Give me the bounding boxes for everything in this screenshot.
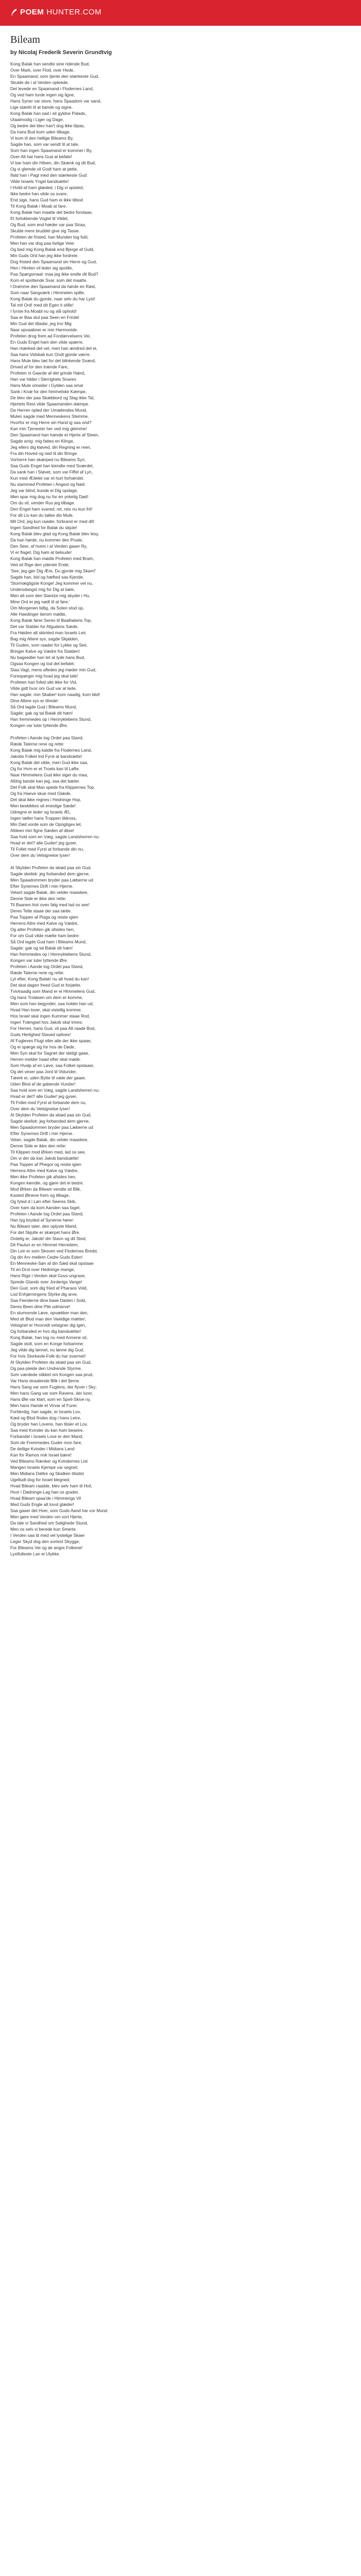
poem-line: I Hvild af ham glæded, i Dig vi spisted,: [10, 185, 84, 190]
poem-line: Profeten drog frem ad Fordærvelsens Vei,: [10, 333, 91, 338]
poem-line: Undersdangst mig for Dig at bøie,: [10, 587, 75, 592]
poem-line: Vi er flaget, Dig ham at belsude!: [10, 550, 72, 555]
poem-line: Som Hvalp af en Løve, saa Folket opstaaer,: [10, 1063, 94, 1068]
poem-line: Han lyg bryded af Synerne hører:: [10, 1217, 74, 1223]
poem-line: I Verden saa tit med vel lystelige Skaer: [10, 1533, 85, 1538]
poem-line: For hvis Storkavle-Folk du har svarmet!: [10, 1353, 86, 1359]
poem-line: Hvor i Dødninge-Lag han os grader,: [10, 1489, 79, 1495]
poem-line: Sagde han, som var sendt til at tale,: [10, 142, 79, 147]
poem-line: Min Gud det tilladar, jeg tror Mig: [10, 321, 72, 326]
poem-line: Den Gud, som dig fried af Pharaos Vold,: [10, 1285, 88, 1291]
poem-line: Efter Synernes Drift i min Hjerne.: [10, 1131, 74, 1136]
poem-line: Om Morgenen tidlig, da Solen stod op,: [10, 605, 84, 611]
poem-line: Men gøre med Verden om vort Hjerte,: [10, 1514, 83, 1519]
poem-line: Paa Toppen af Pisga og reiste igien: [10, 914, 78, 920]
poem-title: Bileam: [10, 34, 40, 45]
poem-line: Til Follet med Fyrsl at forbande din nu,: [10, 846, 84, 852]
poem-line: Kongen kiendte, og gjøre det ei bedre.: [10, 1180, 84, 1185]
poem-line: Mulen sagde med Menneskens Stemme,: [10, 414, 89, 419]
poem-line: Mangen Israels Kjempe var segnet;: [10, 1465, 78, 1470]
poem-line: Tal mit Ord! med dit Egen ti stille!: [10, 302, 74, 308]
poem-line: Vilde Israels Yngel bandsætte!: [10, 179, 69, 184]
poem-line: Over ham da kom Aanden saa faget.: [10, 1205, 81, 1210]
poem-line: Drived af for den trænde Fare,: [10, 364, 69, 369]
stanza-break: [10, 858, 165, 865]
poem-line: Leger Skyd dog den sortest Skygge;: [10, 1539, 80, 1544]
poem-line: Af Fugleves Flugt eller alle der ikke spaae,: [10, 1038, 92, 1043]
poem-line: Kong Balak du gjorde, naar selv du har Lyst!: [10, 296, 95, 301]
poem-line: Vi kom til den hellige Bileams By,: [10, 135, 74, 141]
poem-line: Efter Synernes Drift i min Hjerne.: [10, 884, 74, 889]
poem-line: Lod Enhjørningens Styrke dig arve,: [10, 1292, 78, 1297]
poem-line: Hans Øie var klart, som en Speil-Skive ny,: [10, 1397, 91, 1402]
poem-line: Mod Ørken da Bileam vendte sit Blik,: [10, 1187, 81, 1192]
poem-line: Og din Arv mellem Cedre Guds Eden!: [10, 1255, 83, 1260]
poem-line: Og det vexer paa Jord til Vidunder,: [10, 1069, 77, 1074]
poem-line: Kasted Øinene frem og tilbage,: [10, 1193, 70, 1198]
poem-line: Ræde Talerne rene og rette:: [10, 741, 64, 747]
poem-line: Kongen var luter lyttende Øre.: [10, 723, 68, 728]
poem-line: Herren melder haad efter skal møde.: [10, 1057, 81, 1062]
poem-line: Dog fristed den Spaamand sin Herre og Gud,: [10, 259, 97, 264]
poem-line: Kom et spottende Svar, som det maatte.: [10, 278, 88, 283]
poem-line: Kong Balak han sendte sine ridende Bud,: [10, 61, 90, 66]
poem-line: Til Kong Balak i Moab at fare.: [10, 204, 67, 209]
poem-line: Kong Balak han maatte det bedre forstaae,: [10, 210, 93, 215]
poem-line: Tvivlraadig som Mand er ei Himmelens Gud,: [10, 989, 96, 994]
poem-line: Og paa pleide den Undrende Styrme,: [10, 1366, 82, 1371]
poem-line: Utaalmodig i Liger og Dage,: [10, 117, 64, 122]
poem-line: Al Skylden Profeten da skiød paa sin Gud,: [10, 1112, 92, 1117]
poem-line: Tæerk ei, uden Bytte til væle der gaaer,: [10, 1075, 86, 1080]
poem-line: Han var hilder i Slerrighels Snaren.: [10, 377, 77, 382]
poem-line: Over dem du Velsignelse lyser!: [10, 1106, 70, 1111]
poem-line: Skulde de i al Verden opleede.: [10, 80, 69, 85]
poem-line: Og for Hvm er et Troels kan til Løfte.: [10, 766, 80, 771]
poem-line: Saa med Kvinder du kan ham beseire.: [10, 1428, 84, 1433]
poem-line: Han fremmedes op i Hennyklebens Stund,: [10, 952, 92, 957]
poem-line: Hen i Himlen vil leder sig spottle,: [10, 265, 73, 270]
poem-line: Sprede Glands over Jorderigs Vange!: [10, 1279, 83, 1284]
poem-line: Kong Balak han sad i sit gyldne Palads,: [10, 111, 87, 116]
poem-line: Lige stærkt til at bande og signe.: [10, 105, 73, 110]
poem-line: Profeten han fofed sikt ikke for Vid,: [10, 680, 77, 685]
poem-line: Ved sit Rige den yderste Ende,: [10, 562, 70, 567]
poem-line: Det skal ikke regnes i Hedninge Hop,: [10, 797, 81, 802]
poem-line: Al Skylden Profeten da skiød paa sin Gud,: [10, 1360, 92, 1365]
poem-line: Sagde: gak og tal Balak dit hæn!: [10, 945, 73, 951]
poem-line: Lystfulleste Lan ei Ulykke.: [10, 1551, 60, 1556]
poem-line: Til Baanen hist oven følg med lad os see!: [10, 902, 90, 907]
poem-line: Så Ord lagde Gud i Bileams Mund,: [10, 704, 77, 709]
poem-line: Men beskikkes sit eneslige Sæde!: [10, 803, 76, 808]
poem-line: Da hans Bud kom uden tilbage.: [10, 129, 71, 134]
poem-line: Med Guds Engle alt lovst glæder!: [10, 1502, 74, 1507]
poem-line: Var Hans straalende Blik i det fjerne.: [10, 1378, 80, 1383]
poem-line: Et forlokkende Vogtel til Vildet,: [10, 216, 69, 221]
poem-line: Forbandet i Israels Love er den Mand,: [10, 1434, 84, 1439]
poem-line: Til Guden, som raader for Lykke og Seir,: [10, 642, 88, 648]
poem-line: Sagde skelisk: jeg forbanded dem gjerne,: [10, 871, 90, 876]
poem-line: Hjertets Rest vilde Spaamanden dæmpe.: [10, 401, 90, 406]
poem-line: Nu bagsedler han tet at lyde hans Bud,: [10, 655, 85, 660]
poem-line: Saa hans Vidskab kun Ondt gjorde værre.: [10, 352, 91, 357]
author-name[interactable]: Nicolaj Frederik Severin Grundtvig: [18, 49, 112, 56]
poem-line: Hvad er det? alle Guder! jeg gyser,: [10, 840, 77, 845]
poem-line: Med sit Blod man den Vaeldige mætter;: [10, 1316, 86, 1321]
poem-line: Så Ord lagde Gud ham i Bileams Mund,: [10, 939, 87, 944]
poem-line: Til Follet med Fyrsl at forbande dem nu,: [10, 1100, 87, 1105]
poem-line: De deilige Kvinder i Midians Land: [10, 1446, 75, 1451]
poem-line: Da han hørde, nu kommer den Prude,: [10, 537, 84, 543]
poem-line: Paa Toppen af Phegor og reiste igien: [10, 1162, 81, 1167]
poem-line: Herrens Altre med Kalve og Vædre,: [10, 921, 79, 926]
poem-line: Men Spaadommen bryder paa Læberne ud: [10, 877, 93, 883]
poem-line: Profeten i Aande tog Ordet paa Stand,: [10, 1211, 84, 1216]
poem-line: Saa hvid som en Væg, sagde Landsherren nu:: [10, 834, 100, 839]
poem-line: Kan min Tjenester her ved mig glemme!: [10, 426, 87, 431]
poem-line: Jakobs Folket ind Fyrsl at bandsætte!: [10, 754, 83, 759]
poem-line: Kæd og Blod findes dog i hans Leire,: [10, 1415, 81, 1420]
poem-line: 'See, jeg gjer Dig Ære, Du gjorde mig Skam!': [10, 568, 96, 573]
poem-line: Som naar Sangværk i Himmelen spille,: [10, 290, 85, 295]
poem-line: Ugelludt dog for Israel blegned.: [10, 1477, 71, 1482]
poem-line: Denne Side er ikke den rette:: [10, 896, 67, 901]
poem-line: Velsignet er Hvorvidt velsigner dig igen,: [10, 1323, 86, 1328]
poem-line: Uden Blod af de gabende Vunder!: [10, 1081, 76, 1087]
poem-line: Kong Balak han mødte Profeten med Bram,: [10, 556, 94, 561]
poem-line: Kong Balak det vilde, men Gud ikke saa,: [10, 760, 88, 765]
poem-line: Han sagde: min Skaber! kom naadig, kom blid!: [10, 692, 100, 697]
poem-line: Saa er Baa stul paa Seen en Frirdel: [10, 315, 79, 320]
poem-line: En Guds Engel ham den vilde spærre,: [10, 340, 84, 345]
poem-line: Ingen Sandhed for Balak du skjule!: [10, 525, 77, 530]
poem-line: Til en Drot over Hedninge mange,: [10, 1267, 75, 1272]
poem-line: Jeg ellers dig kløved, din Regning er reen,: [10, 445, 91, 450]
poem-line: Men Syn skal for Sagnet der ideligt gaae,: [10, 1050, 90, 1056]
poem-line: Og atter Profeten gik afsides hen,: [10, 927, 75, 932]
poem-line: Men som han begynder, saa holder han ud,: [10, 1001, 94, 1006]
poem-line: Sagde han, bid og hæfted saa Kjende.: [10, 574, 84, 580]
poem-line: Fra Høiden alt skimted man Israels Leir,: [10, 630, 87, 635]
poem-line: Og ei spørge sig for hos de Døde,: [10, 1044, 76, 1049]
poem-line: Hans Mule blev tæt for det blinkende Sværd,: [10, 358, 96, 363]
poem-line: Og vi glemde vil Godt ham at jætte,: [10, 166, 78, 172]
poem-line: Kong Balak blev glad og Kong Balak blev lesy,: [10, 531, 100, 536]
poem-line: Bag mig Altere syv, sagde Skjalden,: [10, 636, 79, 641]
poem-line: Sagde skelisk: jeg forbanded dem gjerne,: [10, 1118, 90, 1124]
poem-line: Jeg vilde dig lønnet, nu lønne dig Gud,: [10, 1347, 85, 1352]
poem-line: Saa hvid som en Væg, sagde Landsherren nu:: [10, 1088, 100, 1093]
poem-line: Den Spaamand han hævde et Hjerte af Steen,: [10, 432, 100, 437]
poem-line: Saa Fienderne dine baae Døden i Sold,: [10, 1298, 87, 1303]
poem-line: Ingen Trængsel hos Jakob skal trives;: [10, 1020, 83, 1025]
poem-line: Dine Altere syv er tilrede!: [10, 698, 59, 703]
poem-body: [10, 61, 165, 1557]
poem-line: Som han ingen Spaamand er kommet i By,: [10, 148, 93, 153]
poem-line: Saa gaaer det Hver, som Guds Aand har vor Mund: [10, 1508, 108, 1513]
poem-line: Kong Balak mig kaldte fra Flodernes Land,: [10, 748, 92, 753]
poem-line: Vi bar ham din Hilsen, din Skænk og dit Bud,: [10, 160, 96, 165]
poem-line: For om Gud vilde mælte ham bedre:: [10, 933, 80, 938]
poem-line: Hans Syner var store, hans Spaadom var sand,: [10, 98, 102, 104]
poem-line: Over Mark, over Flod, over Hede,: [10, 67, 75, 73]
poem-line: Sank i Knæ for den himmelske Kæmpe,: [10, 389, 87, 394]
poem-line: Men han var dog paa farlige Veie:: [10, 241, 75, 246]
poem-line: Da sank han i Støvet, som var Fiffel af Lyn,: [10, 469, 93, 474]
poem-line: Naar opvaabner er min Harmonide.: [10, 327, 78, 332]
poem-line: 'Stormægtigste Konge! Jeg kommer vel nu,: [10, 581, 93, 586]
poem-line: Forfærdig, han sagde, er Israels Lov,: [10, 1409, 81, 1414]
poem-line: Profeten i Aande tog Ordet paa Stand,: [10, 735, 84, 740]
quill-icon: [10, 8, 18, 16]
poem-line: Kongen var luter lyttende Øre.: [10, 958, 68, 963]
poem-line: Til Klippen mod Ørken med, lad os see,: [10, 1149, 86, 1155]
poem-line: Hvad er det? alle Guder! jeg gyser,: [10, 1094, 77, 1099]
poem-line: Det skal dagen freed Gud et forjætte.: [10, 982, 81, 988]
poem-line: Afdeen min figne Sæden af dtise!: [10, 828, 74, 833]
poem-line: Profeten de fristed, han Munden tog fuld,: [10, 234, 89, 240]
poem-line: Og bryder han Lovens, han tilsier et Lov,: [10, 1421, 88, 1427]
poem-line: Kan for Ramos nok Israel bære!: [10, 1452, 72, 1458]
logo-text-bold: POEM: [20, 8, 44, 16]
poem-line: Vorherre han skærped nu Bileams Syn,: [10, 457, 86, 462]
poem-line: Sagde stolt, som en Konge forbamme:: [10, 1341, 84, 1346]
poem-line: Saa Guds Engel han kiendte med Sværdet,: [10, 463, 94, 468]
poem-line: Staa Vagt, mens afledes jeg møder min Gud,: [10, 667, 96, 672]
poem-line: Som værdede stikket om Kongen saa prud,: [10, 1372, 94, 1377]
poem-line: Deres Been dine Pile udmarve!: [10, 1304, 70, 1309]
poem-line: Alle Haedinger tierom mødte,: [10, 612, 67, 617]
poem-line: Den Seer, af hvem i al Verden gaaer Ry,: [10, 544, 88, 549]
poem-line: Min Død vorde som de Oprigtiges let,: [10, 822, 82, 827]
poem-line: Ræde Talerne rene og rette:: [10, 970, 64, 975]
poem-line: Om vi der da kan Jakob bandsætte!: [10, 1156, 79, 1161]
poem-line: Sagde: gak og tal Balak dit hæn!: [10, 710, 73, 716]
poem-line: For Herren, hans Gud, vil paa Alt raade Bod,: [10, 1026, 96, 1031]
poem-line: Men spar mig dog nu for en ynkelig Død!: [10, 494, 89, 499]
poem-line: Og bedre det blev han't dog ikke tilpas,: [10, 123, 85, 128]
poem-line: Profeten ni Gaarde af det grinde Hærd,: [10, 370, 86, 376]
poem-line: Og bad mig Kong Balak end Bjerge af Guld,: [10, 247, 94, 252]
poem-line: Hans Mule omsider i Gylden saa smal: [10, 383, 84, 388]
poem-line: End sige, hans Gud ham ei ikke tilbod: [10, 197, 83, 202]
logo-text-light: HUNTER.COM: [46, 8, 102, 16]
poem-line: Fra din Hoved og ned til din Bringe.: [10, 451, 78, 456]
poem-line: Hans Sang var som Fuglens, der flyver i Sky;: [10, 1384, 97, 1389]
poem-line: Mine Ord er jeg nødt til at føre.': [10, 599, 70, 604]
poem-line: Det var Stalder for Afgudens Sæde.: [10, 624, 79, 629]
poem-line: Din Leir er som Skoven ved Flodernes Bredd,: [10, 1248, 98, 1253]
poem-line: Sagde arrig: mig fattes en Klinge,: [10, 438, 74, 444]
poem-line: Ikke bedre han vilde os svare,: [10, 191, 68, 196]
author-prefix: by: [10, 49, 17, 56]
poem-line: Vilde gidt hvor om Gud var at lede,: [10, 686, 77, 691]
poem-line: Ifald han i Pagt med den stærkeste Gud: [10, 173, 87, 178]
poem-line: For dit Liv kan du takke din Mule.: [10, 513, 74, 518]
poem-line: Men hans Gang var som Ravens, der lurer,: [10, 1391, 93, 1396]
poem-line: Da Herren opled der Umælendes Mund,: [10, 408, 87, 413]
poem-line: Ved Bileams Rænker og Kvindernes List: [10, 1459, 88, 1464]
poem-line: Hvad Bileam raadde, blev selv ham til Hvil,: [10, 1483, 92, 1488]
poem-line: Lyt efter, Kong Balak! nu alt hvad du kan!: [10, 976, 89, 981]
poem-line: Herrens Altre med Kalve og Vædre,: [10, 1168, 79, 1173]
poem-line: Da tale vi Sandhed om Salighede Stund,: [10, 1520, 88, 1526]
poem-line: Mit Ord, jeg kun raader, forbrand er med dit!: [10, 519, 94, 524]
poem-line: En slumrende Løve, opvækker man den,: [10, 1310, 89, 1315]
poem-line: For det Skjulte er skærpet hans Øre.: [10, 1230, 80, 1235]
poem-line: Guds Herlighed Staved oplives!: [10, 1032, 71, 1037]
poem-line: Hvad Bileam spaa'de i Himmerigs Vil: [10, 1496, 81, 1501]
poem-line: I fyrste fra Moabl nu og slå ophold!: [10, 309, 77, 314]
poem-line: For Bileams Vei og de angre Folkene!: [10, 1545, 83, 1550]
poem-line: Naar Himmelens Gud ikke siger du maa,: [10, 772, 88, 777]
poem-line: Nu Bileam taler, den oplyste Mand,: [10, 1224, 77, 1229]
poem-line: Og hans Troløsen om dem er komme,: [10, 995, 84, 1000]
site-header: [0, 0, 361, 26]
poem-author-line: [10, 49, 112, 56]
poem-line: De blev der paa Skæbbord og Slag ikke Tal,: [10, 395, 95, 400]
poem-line: Men os selv vi berede kun Smerte.: [10, 1527, 77, 1532]
poem-line: Dit Paulun er en Himmel Herredem,: [10, 1242, 79, 1247]
poem-line: Profeten i Aande tog Ordet paa Stand,: [10, 964, 84, 969]
poem-line: Hvad Han lover, skal vistellig komme.: [10, 1007, 82, 1012]
poem-line: Og Bud, som end hæder var paa Straa,: [10, 222, 86, 227]
poem-line: En Menneske-Søn af din Sæd skal opstaae: [10, 1261, 94, 1266]
poem-line: Ordelig er, Jakob! din Stavn og dit Sted,: [10, 1236, 87, 1241]
poem-line: Og fyted d i Løn efter Seeres Skik,: [10, 1199, 77, 1204]
poem-line: Og ved ham turde ingen sig ligne,: [10, 92, 75, 97]
poem-line: Over Alt har hans Gud at befale!: [10, 154, 72, 159]
poem-line: Al Skylden Profeten da skiød paa sin Gud,: [10, 865, 92, 870]
poem-line: Kong Balak, han tog nu med Armene sit,: [10, 1335, 88, 1340]
poem-line: Kun med Ædelet var et hurt forhærdet.: [10, 476, 85, 481]
poem-line: Paa Spørgsmaal: maa jeg ikke endte dit Bud?: [10, 272, 99, 277]
poem-line: Min Guds Ord han jeg ikke fordreie.: [10, 253, 79, 258]
poem-line: Han mærked det vel, men han ændred det ei,: [10, 346, 97, 351]
poem-line: Forespørger mig hvad jeg skal tale!: [10, 673, 78, 679]
poem-line: Hvorfor er mig Herre sin Hand ig saa ond?: [10, 420, 92, 425]
poem-line: Den Engel ham svared: ret, reis nu kun frit!: [10, 506, 93, 512]
poem-line: Han fremmedes op i Hennyklebens Stund,: [10, 717, 92, 722]
poem-line: Velant sagde Balak, din velder maaskee,: [10, 890, 89, 895]
poem-line: Jeg var blind, kunde ei Dig opdage,: [10, 488, 78, 493]
poem-line: Om du vil, vender Rus jeg tilbage.: [10, 500, 75, 505]
poem-line: Ingen tæller hans Troppen tildross,: [10, 816, 77, 821]
poem-line: Denne Side er ikke den rette:: [10, 1143, 67, 1148]
poem-line: Men Spaadommen bryder paa Læberne ud: [10, 1125, 93, 1130]
poem-line: Bringer Kalve og Vædre fra Stalden!: [10, 649, 80, 654]
poem-line: Men alt som den Stantze mig skyder i Hu,: [10, 593, 91, 598]
poem-line: Men Midians Døttre og Skalken tilsidst: [10, 1471, 84, 1476]
poem-line: Hans Rige i Verden skal Guvs ungrase,: [10, 1273, 86, 1278]
poem-line: Velan, sagde Balak, din velder maaskee,: [10, 1137, 89, 1142]
poem-line: Skulde mere bruddet give sig Tasse.: [10, 228, 80, 233]
poem-line: Nu stammed Profeten i Angest og Nød:: [10, 482, 86, 487]
poem-line: I Drømme den Spaamand da hørde en Røst,: [10, 284, 96, 289]
site-logo[interactable]: [10, 8, 102, 16]
poem-line: Men hans Hande et Virvar af Furer.: [10, 1403, 78, 1408]
poem-line: Det levede en Spaamand i Flodernes Land,: [10, 86, 94, 91]
poem-line: Hos Israel skal ingen Kummer staae Rod,: [10, 1013, 90, 1019]
poem-line: Udregne er leder og Israels Æt,: [10, 809, 71, 815]
poem-line: Kong Balak fører Seren til Baalhøiens Top,: [10, 618, 92, 623]
poem-line: Afdrig bande kan jeg, saa det bæter.: [10, 778, 80, 784]
poem-line: Men ikke Profeten gik afsides hen,: [10, 1174, 77, 1179]
poem-line: Og forbanded er hvo dig bandsætter!: [10, 1329, 81, 1334]
poem-line: Deres Telte staae der saa tætte.: [10, 908, 72, 913]
stanza-break: [10, 728, 165, 735]
poem-line: En Spaamand, som tjente den stærkeste Gud,: [10, 74, 100, 79]
poem-line: Og fra Haeve skue med Glæde,: [10, 791, 72, 796]
poem-line: Ogsaa Kongen og tod det befalet:: [10, 661, 75, 666]
poem-line: Som de Fremmedes Guder mon fare;: [10, 1440, 83, 1445]
poem-line: Over dem du Velsignelse lyser!: [10, 853, 70, 858]
poem-line: Det Folk skal Man spede fra Klippernes Top,: [10, 785, 95, 790]
